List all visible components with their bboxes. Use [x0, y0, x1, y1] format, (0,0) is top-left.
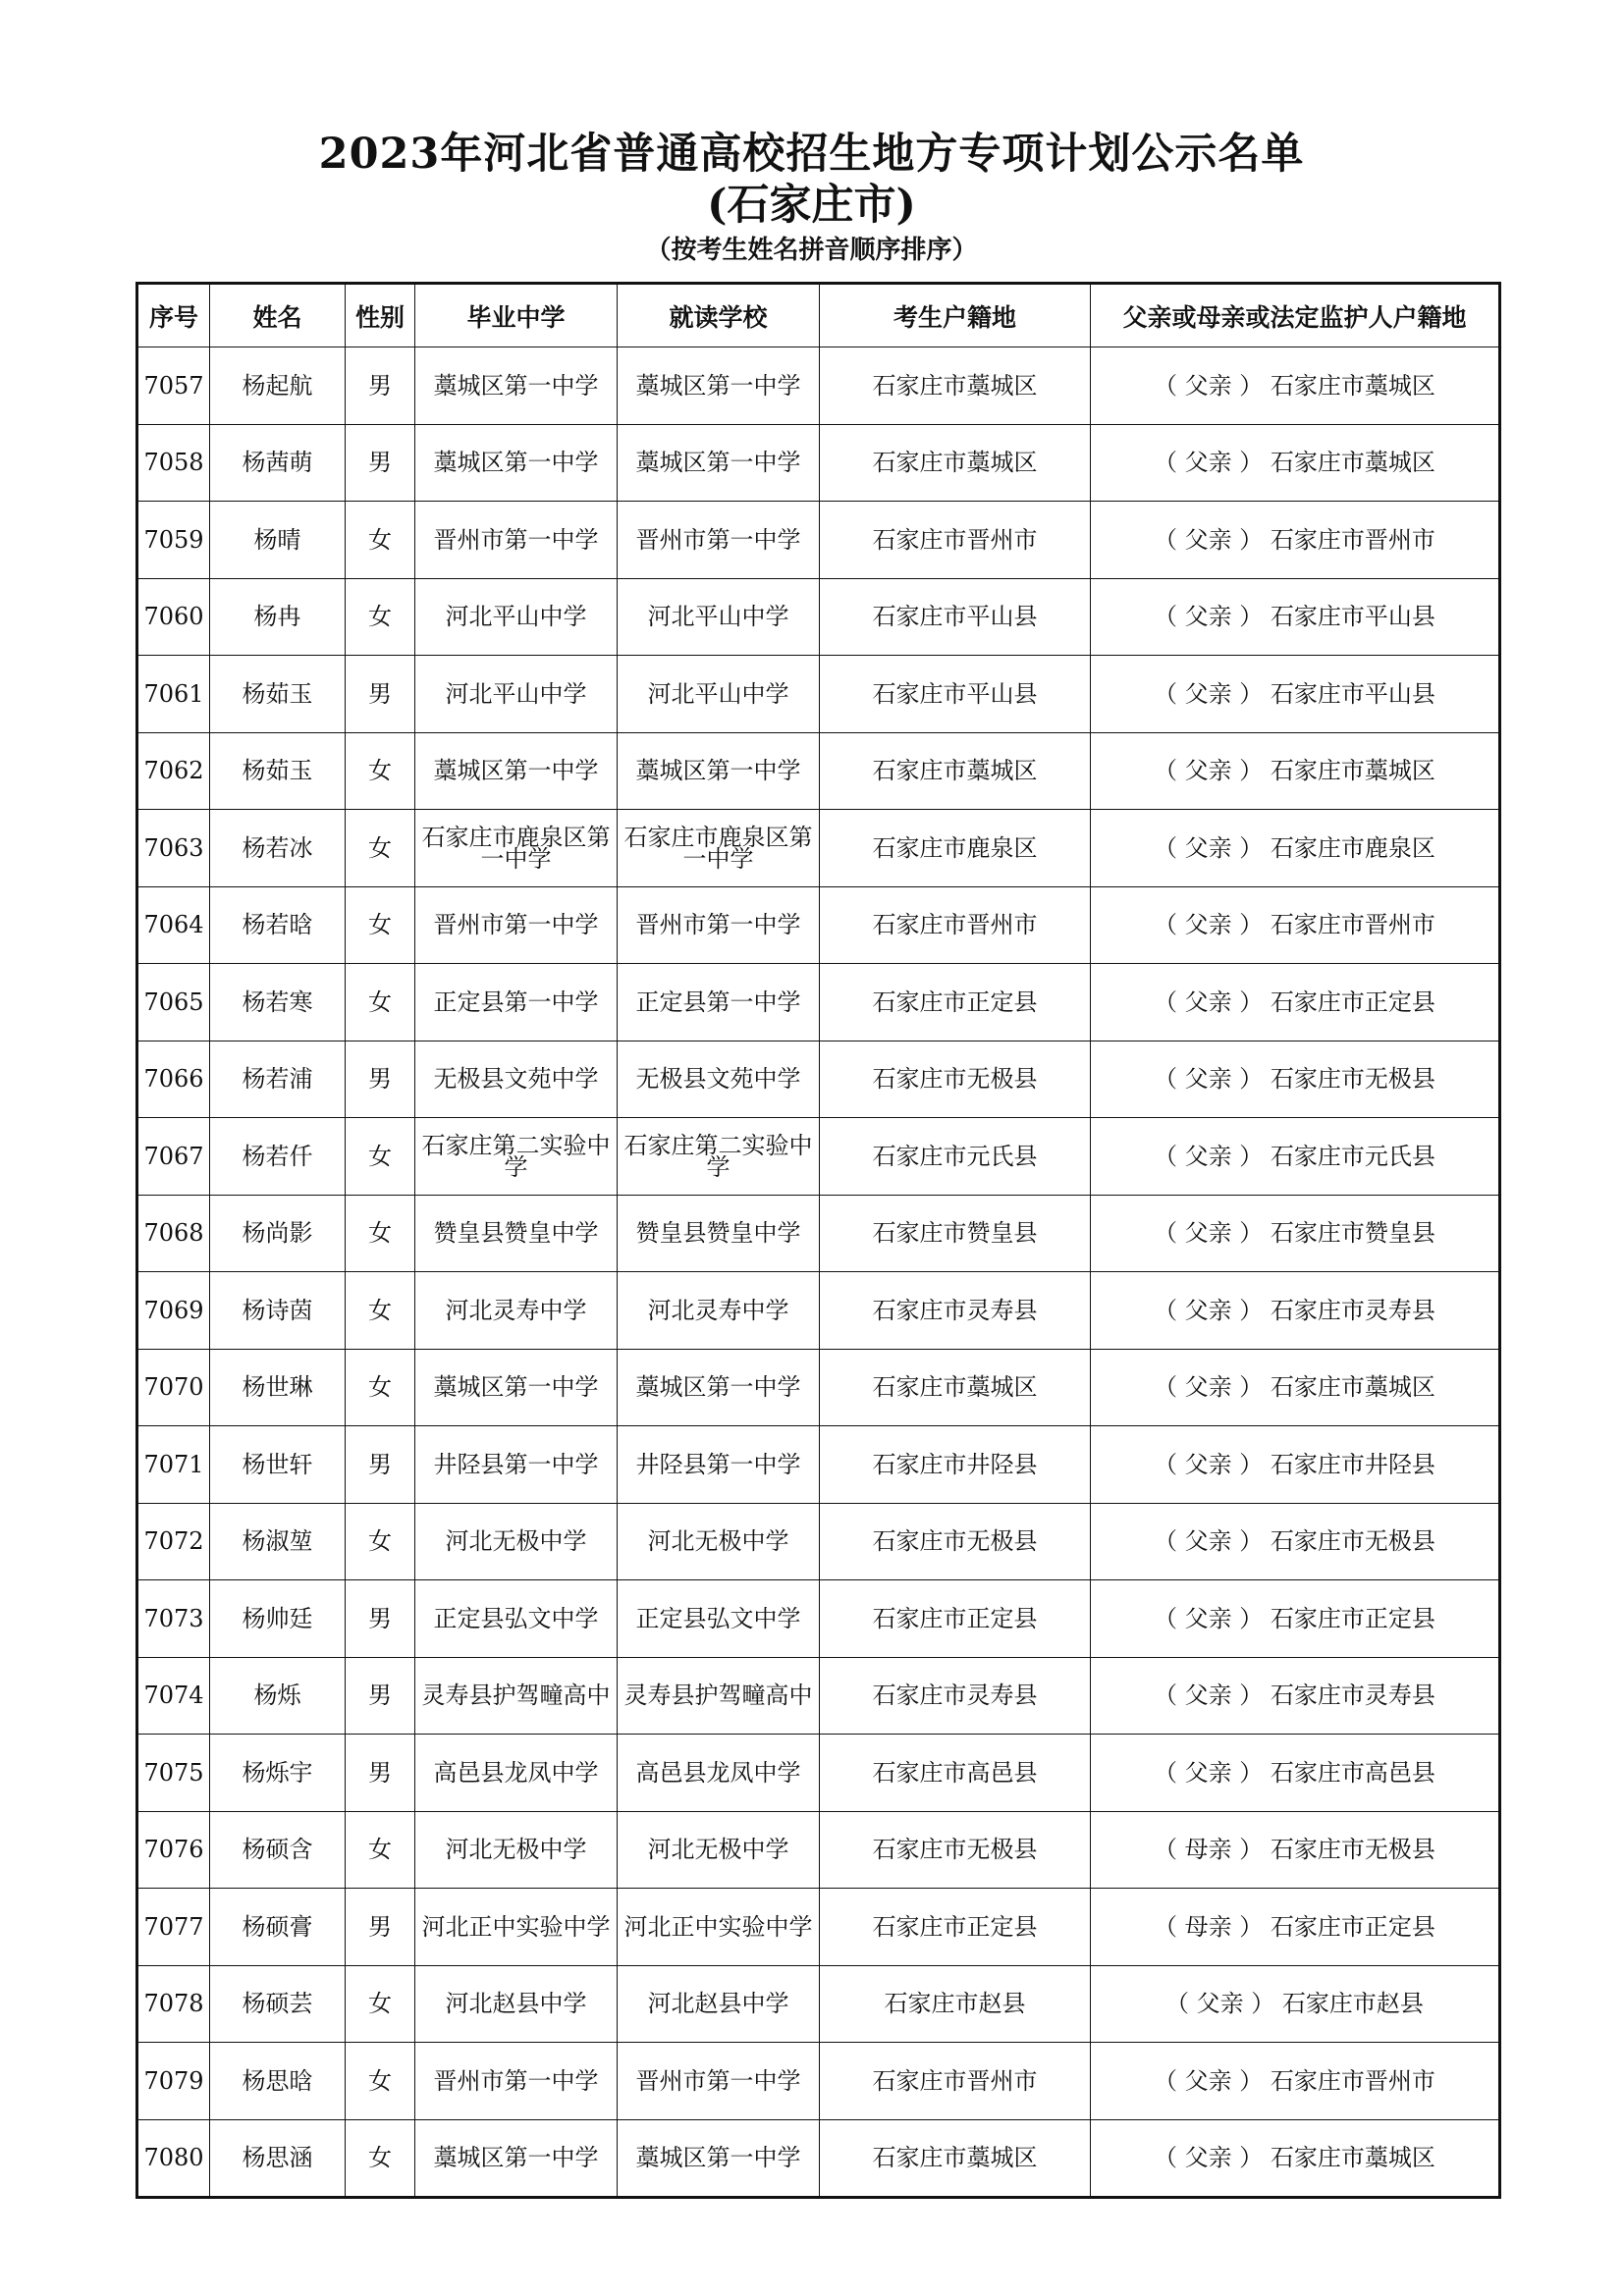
- document-title-block: [0, 128, 1623, 267]
- cell-name: 杨若仟: [210, 1118, 346, 1196]
- table-row: [137, 1735, 1500, 1812]
- cell-graduated-school: 藁城区第一中学: [415, 424, 618, 502]
- cell-graduated-school: 河北平山中学: [415, 656, 618, 733]
- cell-student-hukou: 石家庄市赵县: [820, 1965, 1091, 2043]
- cell-guardian-hukou: （ 父亲 ） 石家庄市晋州市: [1091, 2043, 1500, 2120]
- cell-name: 杨思晗: [210, 2043, 346, 2120]
- table-row: [137, 656, 1500, 733]
- cell-guardian-hukou: （ 父亲 ） 石家庄市晋州市: [1091, 886, 1500, 964]
- cell-current-school: 河北灵寿中学: [618, 1272, 820, 1350]
- cell-student-hukou: 石家庄市鹿泉区: [820, 810, 1091, 887]
- cell-gender: 男: [346, 1735, 415, 1812]
- cell-gender: 女: [346, 578, 415, 656]
- cell-current-school: 赞皇县赞皇中学: [618, 1195, 820, 1272]
- cell-current-school: 晋州市第一中学: [618, 2043, 820, 2120]
- cell-student-hukou: 石家庄市无极县: [820, 1811, 1091, 1889]
- cell-current-school: 河北平山中学: [618, 578, 820, 656]
- cell-graduated-school: 晋州市第一中学: [415, 502, 618, 579]
- cell-name: 杨若晗: [210, 886, 346, 964]
- table-row: [137, 1657, 1500, 1735]
- cell-current-school: 石家庄市鹿泉区第一中学: [618, 810, 820, 887]
- cell-seq: 7076: [137, 1811, 210, 1889]
- table-row: [137, 2119, 1500, 2198]
- cell-student-hukou: 石家庄市赞皇县: [820, 1195, 1091, 1272]
- cell-current-school: 无极县文苑中学: [618, 1041, 820, 1118]
- cell-graduated-school: 石家庄市鹿泉区第一中学: [415, 810, 618, 887]
- cell-student-hukou: 石家庄市藁城区: [820, 424, 1091, 502]
- cell-current-school: 高邑县龙凤中学: [618, 1735, 820, 1812]
- table-row: [137, 732, 1500, 810]
- cell-seq: 7061: [137, 656, 210, 733]
- cell-gender: 男: [346, 1580, 415, 1658]
- cell-name: 杨诗茵: [210, 1272, 346, 1350]
- table-row: [137, 1041, 1500, 1118]
- cell-name: 杨尚影: [210, 1195, 346, 1272]
- cell-seq: 7064: [137, 886, 210, 964]
- cell-current-school: 河北平山中学: [618, 656, 820, 733]
- cell-guardian-hukou: （ 父亲 ） 石家庄市藁城区: [1091, 424, 1500, 502]
- cell-name: 杨帅廷: [210, 1580, 346, 1658]
- cell-student-hukou: 石家庄市藁城区: [820, 1349, 1091, 1426]
- roster-table: [135, 282, 1501, 2199]
- cell-guardian-hukou: （ 父亲 ） 石家庄市平山县: [1091, 578, 1500, 656]
- header-seq: 序号: [137, 284, 210, 347]
- cell-current-school: 河北正中实验中学: [618, 1889, 820, 1966]
- cell-seq: 7063: [137, 810, 210, 887]
- cell-graduated-school: 河北正中实验中学: [415, 1889, 618, 1966]
- table-row: [137, 1426, 1500, 1504]
- cell-gender: 女: [346, 1118, 415, 1196]
- cell-current-school: 藁城区第一中学: [618, 2119, 820, 2198]
- cell-current-school: 灵寿县护驾疃高中: [618, 1657, 820, 1735]
- cell-seq: 7065: [137, 964, 210, 1041]
- cell-student-hukou: 石家庄市井陉县: [820, 1426, 1091, 1504]
- cell-graduated-school: 河北赵县中学: [415, 1965, 618, 2043]
- cell-guardian-hukou: （ 父亲 ） 石家庄市藁城区: [1091, 347, 1500, 425]
- cell-guardian-hukou: （ 母亲 ） 石家庄市无极县: [1091, 1811, 1500, 1889]
- cell-current-school: 河北赵县中学: [618, 1965, 820, 2043]
- header-current-school: 就读学校: [618, 284, 820, 347]
- cell-graduated-school: 灵寿县护驾疃高中: [415, 1657, 618, 1735]
- cell-seq: 7067: [137, 1118, 210, 1196]
- cell-current-school: 藁城区第一中学: [618, 424, 820, 502]
- table-row: [137, 1118, 1500, 1196]
- page-subtitle-city: (石家庄市): [707, 181, 916, 230]
- table-row: [137, 1811, 1500, 1889]
- cell-student-hukou: 石家庄市平山县: [820, 578, 1091, 656]
- header-gender: 性别: [346, 284, 415, 347]
- cell-seq: 7079: [137, 2043, 210, 2120]
- cell-seq: 7070: [137, 1349, 210, 1426]
- cell-student-hukou: 石家庄市无极县: [820, 1503, 1091, 1580]
- cell-gender: 男: [346, 1041, 415, 1118]
- cell-graduated-school: 河北灵寿中学: [415, 1272, 618, 1350]
- cell-graduated-school: 藁城区第一中学: [415, 1349, 618, 1426]
- cell-name: 杨硕膏: [210, 1889, 346, 1966]
- cell-name: 杨若寒: [210, 964, 346, 1041]
- cell-student-hukou: 石家庄市正定县: [820, 964, 1091, 1041]
- cell-name: 杨硕含: [210, 1811, 346, 1889]
- cell-student-hukou: 石家庄市晋州市: [820, 886, 1091, 964]
- cell-graduated-school: 晋州市第一中学: [415, 2043, 618, 2120]
- cell-name: 杨烁宇: [210, 1735, 346, 1812]
- cell-seq: 7060: [137, 578, 210, 656]
- cell-graduated-school: 井陉县第一中学: [415, 1426, 618, 1504]
- cell-gender: 女: [346, 886, 415, 964]
- cell-graduated-school: 河北无极中学: [415, 1503, 618, 1580]
- table-row: [137, 1349, 1500, 1426]
- cell-gender: 女: [346, 502, 415, 579]
- cell-guardian-hukou: （ 父亲 ） 石家庄市藁城区: [1091, 1349, 1500, 1426]
- cell-seq: 7073: [137, 1580, 210, 1658]
- cell-student-hukou: 石家庄市无极县: [820, 1041, 1091, 1118]
- cell-guardian-hukou: （ 父亲 ） 石家庄市赵县: [1091, 1965, 1500, 2043]
- cell-graduated-school: 高邑县龙凤中学: [415, 1735, 618, 1812]
- cell-gender: 男: [346, 1426, 415, 1504]
- cell-student-hukou: 石家庄市正定县: [820, 1580, 1091, 1658]
- cell-student-hukou: 石家庄市平山县: [820, 656, 1091, 733]
- table-row: [137, 347, 1500, 425]
- cell-student-hukou: 石家庄市晋州市: [820, 2043, 1091, 2120]
- cell-gender: 男: [346, 1889, 415, 1966]
- cell-current-school: 正定县第一中学: [618, 964, 820, 1041]
- cell-gender: 女: [346, 810, 415, 887]
- cell-current-school: 晋州市第一中学: [618, 886, 820, 964]
- cell-seq: 7074: [137, 1657, 210, 1735]
- cell-gender: 女: [346, 1811, 415, 1889]
- cell-guardian-hukou: （ 父亲 ） 石家庄市晋州市: [1091, 502, 1500, 579]
- cell-name: 杨淑堃: [210, 1503, 346, 1580]
- header-row: [137, 284, 1500, 347]
- cell-seq: 7080: [137, 2119, 210, 2198]
- cell-guardian-hukou: （ 父亲 ） 石家庄市井陉县: [1091, 1426, 1500, 1504]
- cell-current-school: 井陉县第一中学: [618, 1426, 820, 1504]
- cell-gender: 男: [346, 656, 415, 733]
- cell-guardian-hukou: （ 父亲 ） 石家庄市鹿泉区: [1091, 810, 1500, 887]
- cell-gender: 女: [346, 1965, 415, 2043]
- cell-seq: 7077: [137, 1889, 210, 1966]
- cell-graduated-school: 正定县弘文中学: [415, 1580, 618, 1658]
- cell-student-hukou: 石家庄市晋州市: [820, 502, 1091, 579]
- cell-graduated-school: 正定县第一中学: [415, 964, 618, 1041]
- cell-seq: 7072: [137, 1503, 210, 1580]
- header-graduated-school: 毕业中学: [415, 284, 618, 347]
- cell-guardian-hukou: （ 父亲 ） 石家庄市无极县: [1091, 1503, 1500, 1580]
- table-row: [137, 810, 1500, 887]
- cell-current-school: 石家庄第二实验中学: [618, 1118, 820, 1196]
- cell-current-school: 河北无极中学: [618, 1503, 820, 1580]
- cell-seq: 7058: [137, 424, 210, 502]
- table-row: [137, 1503, 1500, 1580]
- cell-name: 杨硕芸: [210, 1965, 346, 2043]
- table-row: [137, 502, 1500, 579]
- cell-student-hukou: 石家庄市灵寿县: [820, 1272, 1091, 1350]
- cell-guardian-hukou: （ 父亲 ） 石家庄市正定县: [1091, 1580, 1500, 1658]
- cell-seq: 7059: [137, 502, 210, 579]
- table-row: [137, 1965, 1500, 2043]
- cell-graduated-school: 石家庄第二实验中学: [415, 1118, 618, 1196]
- cell-guardian-hukou: （ 母亲 ） 石家庄市正定县: [1091, 1889, 1500, 1966]
- table-row: [137, 1889, 1500, 1966]
- cell-name: 杨起航: [210, 347, 346, 425]
- cell-current-school: 藁城区第一中学: [618, 1349, 820, 1426]
- cell-student-hukou: 石家庄市灵寿县: [820, 1657, 1091, 1735]
- cell-guardian-hukou: （ 父亲 ） 石家庄市平山县: [1091, 656, 1500, 733]
- cell-guardian-hukou: （ 父亲 ） 石家庄市正定县: [1091, 964, 1500, 1041]
- cell-guardian-hukou: （ 父亲 ） 石家庄市灵寿县: [1091, 1657, 1500, 1735]
- cell-gender: 男: [346, 424, 415, 502]
- cell-seq: 7068: [137, 1195, 210, 1272]
- table-row: [137, 424, 1500, 502]
- cell-name: 杨思涵: [210, 2119, 346, 2198]
- cell-seq: 7078: [137, 1965, 210, 2043]
- cell-graduated-school: 河北平山中学: [415, 578, 618, 656]
- cell-gender: 女: [346, 732, 415, 810]
- cell-current-school: 正定县弘文中学: [618, 1580, 820, 1658]
- cell-student-hukou: 石家庄市藁城区: [820, 2119, 1091, 2198]
- cell-name: 杨世轩: [210, 1426, 346, 1504]
- table-row: [137, 1272, 1500, 1350]
- cell-seq: 7062: [137, 732, 210, 810]
- cell-gender: 女: [346, 2043, 415, 2120]
- cell-seq: 7075: [137, 1735, 210, 1812]
- cell-graduated-school: 藁城区第一中学: [415, 2119, 618, 2198]
- cell-seq: 7057: [137, 347, 210, 425]
- cell-gender: 男: [346, 1657, 415, 1735]
- cell-graduated-school: 赞皇县赞皇中学: [415, 1195, 618, 1272]
- cell-student-hukou: 石家庄市藁城区: [820, 732, 1091, 810]
- cell-seq: 7066: [137, 1041, 210, 1118]
- cell-graduated-school: 藁城区第一中学: [415, 347, 618, 425]
- cell-name: 杨若浦: [210, 1041, 346, 1118]
- cell-seq: 7071: [137, 1426, 210, 1504]
- cell-guardian-hukou: （ 父亲 ） 石家庄市无极县: [1091, 1041, 1500, 1118]
- cell-name: 杨烁: [210, 1657, 346, 1735]
- table-body: [137, 347, 1500, 2198]
- cell-student-hukou: 石家庄市藁城区: [820, 347, 1091, 425]
- cell-name: 杨茹玉: [210, 732, 346, 810]
- cell-current-school: 晋州市第一中学: [618, 502, 820, 579]
- cell-graduated-school: 藁城区第一中学: [415, 732, 618, 810]
- cell-student-hukou: 石家庄市高邑县: [820, 1735, 1091, 1812]
- cell-guardian-hukou: （ 父亲 ） 石家庄市藁城区: [1091, 732, 1500, 810]
- cell-guardian-hukou: （ 父亲 ） 石家庄市元氏县: [1091, 1118, 1500, 1196]
- page-title: 2023年河北省普通高校招生地方专项计划公示名单: [318, 130, 1305, 179]
- cell-current-school: 藁城区第一中学: [618, 347, 820, 425]
- cell-name: 杨晴: [210, 502, 346, 579]
- cell-current-school: 河北无极中学: [618, 1811, 820, 1889]
- table-header: [137, 284, 1500, 347]
- cell-gender: 女: [346, 1349, 415, 1426]
- table-row: [137, 578, 1500, 656]
- cell-graduated-school: 河北无极中学: [415, 1811, 618, 1889]
- cell-name: 杨茹玉: [210, 656, 346, 733]
- table-row: [137, 1195, 1500, 1272]
- cell-gender: 女: [346, 2119, 415, 2198]
- cell-guardian-hukou: （ 父亲 ） 石家庄市赞皇县: [1091, 1195, 1500, 1272]
- table-row: [137, 2043, 1500, 2120]
- cell-name: 杨茜萌: [210, 424, 346, 502]
- cell-graduated-school: 晋州市第一中学: [415, 886, 618, 964]
- cell-gender: 女: [346, 1503, 415, 1580]
- header-guardian-hukou: 父亲或母亲或法定监护人户籍地: [1091, 284, 1500, 347]
- table-row: [137, 886, 1500, 964]
- header-student-hukou: 考生户籍地: [820, 284, 1091, 347]
- cell-name: 杨世琳: [210, 1349, 346, 1426]
- table-row: [137, 1580, 1500, 1658]
- cell-student-hukou: 石家庄市正定县: [820, 1889, 1091, 1966]
- cell-current-school: 藁城区第一中学: [618, 732, 820, 810]
- cell-seq: 7069: [137, 1272, 210, 1350]
- sort-order-note: （按考生姓名拼音顺序排序）: [645, 236, 978, 265]
- cell-gender: 女: [346, 1272, 415, 1350]
- cell-graduated-school: 无极县文苑中学: [415, 1041, 618, 1118]
- cell-name: 杨若冰: [210, 810, 346, 887]
- cell-gender: 女: [346, 964, 415, 1041]
- cell-guardian-hukou: （ 父亲 ） 石家庄市灵寿县: [1091, 1272, 1500, 1350]
- cell-guardian-hukou: （ 父亲 ） 石家庄市藁城区: [1091, 2119, 1500, 2198]
- cell-gender: 男: [346, 347, 415, 425]
- cell-guardian-hukou: （ 父亲 ） 石家庄市高邑县: [1091, 1735, 1500, 1812]
- table-row: [137, 964, 1500, 1041]
- cell-student-hukou: 石家庄市元氏县: [820, 1118, 1091, 1196]
- cell-gender: 女: [346, 1195, 415, 1272]
- cell-name: 杨冉: [210, 578, 346, 656]
- header-name: 姓名: [210, 284, 346, 347]
